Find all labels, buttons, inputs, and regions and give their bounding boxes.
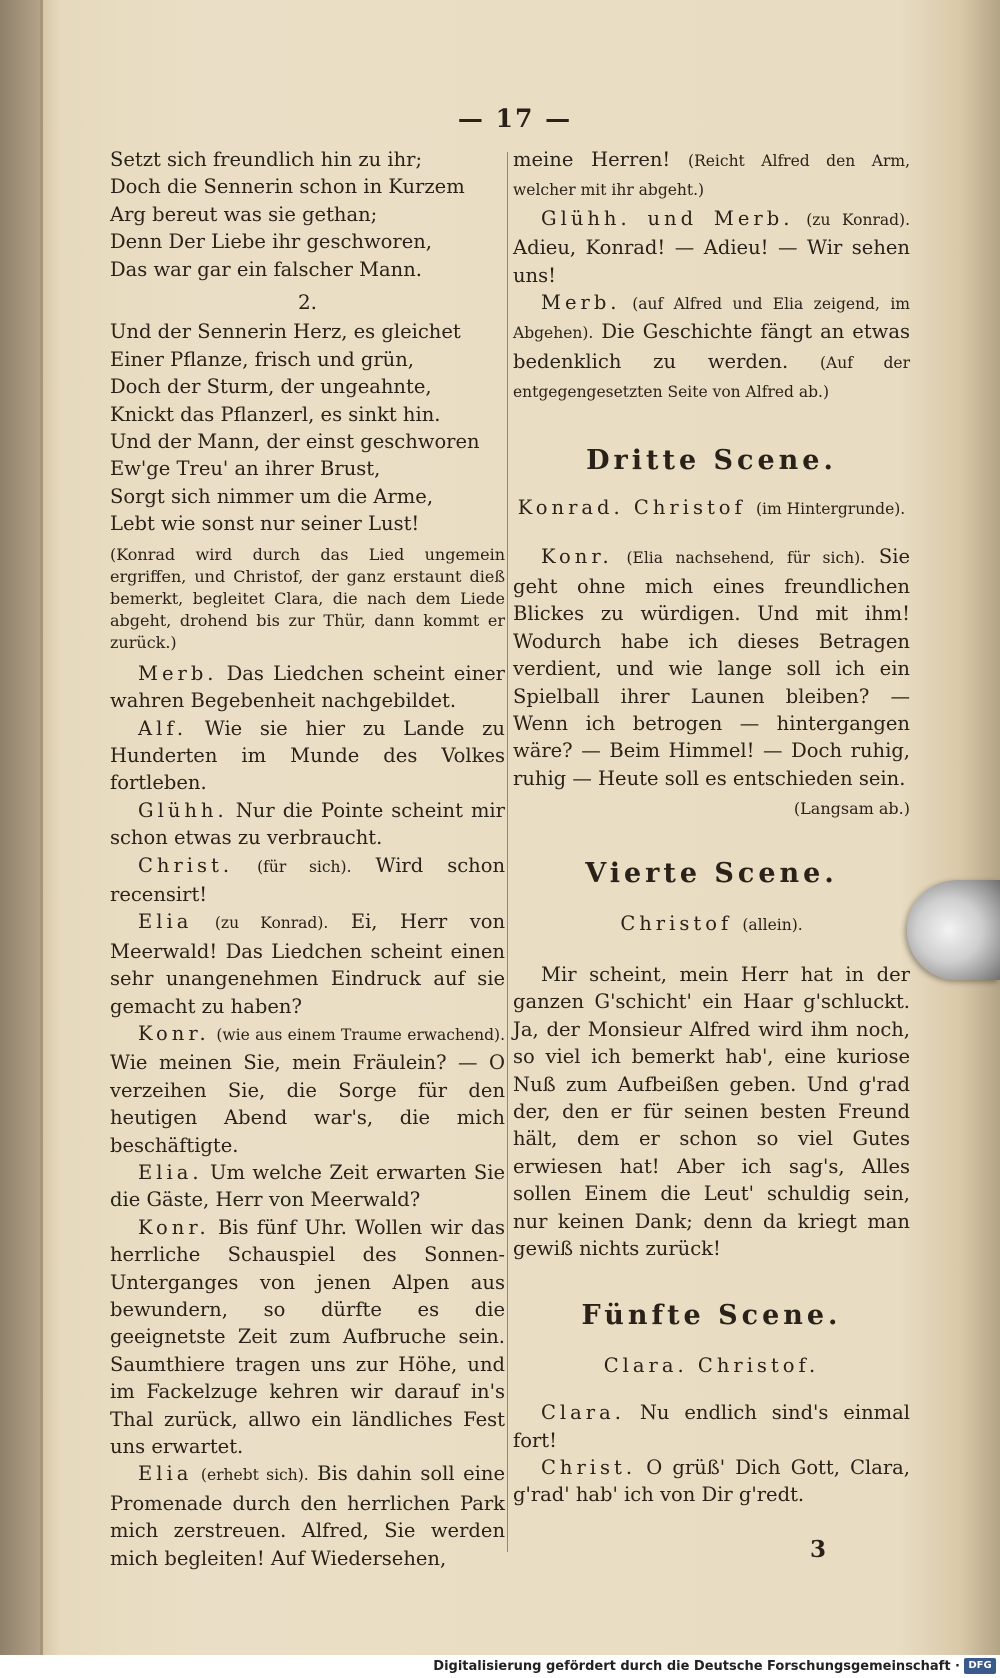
dialogue-line [110,1214,505,1461]
speaker-name: Konr. [138,1021,210,1045]
digitization-footer [0,1655,1000,1678]
song-stanza-2 [110,318,505,537]
stanza-number: 2. [297,290,318,315]
speaker-name: Merb. [138,661,218,685]
dialogue-line [513,146,910,205]
verse-line: Und der Sennerin Herz, es gleichet [110,320,461,344]
verse-line: Das war gar ein falscher Mann. [110,257,422,281]
inline-direction: (auf Alfred und Elia zeigend, im Abgehen). [513,295,910,343]
dialogue-text: Die Geschichte fängt an etwas bedenklich zu werden. [513,320,910,373]
dialogue-line [513,543,910,792]
dialogue-text: meine Herren! [513,148,671,171]
scene-cast [513,494,910,523]
dialogue-line [110,715,505,797]
inline-direction: (für sich). [257,857,352,876]
dialogue-text: Um welche Zeit erwarten Sie die Gäste, Herr von Meerwald? [110,1161,505,1212]
dialogue-text: Bis fünf Uhr. Wollen wir das herrliche Schauspiel des Sonnen-Unterganges von jenen Alpen aus bewundern, so dürfte es die geeignetste Zeit zum Aufbruche sein. Saumthiere tragen uns zur Höhe, und im Fackelzuge kehren wir darauf in's Thal zurück, allwo ein ländliches Fest uns erwartet. [110,1215,505,1459]
song-stanza-1 [110,146,505,283]
dialogue-text: Das Liedchen scheint einer wahren Begebenheit nachgebildet. [110,661,505,713]
speaker-name: Merb. [541,291,621,315]
verse-line: Sorgt sich nimmer um die Arme, [110,484,434,508]
dialogue-text: O grüß' Dich Gott, Clara, g'rad' hab' ich von Dir g'redt. [513,1456,910,1507]
dialogue-text: Adieu, Konrad! — Adieu! — Wir sehen uns! [513,236,910,287]
right-column [513,146,910,1509]
verse-line: Denn Der Liebe ihr geschworen, [110,230,433,254]
dialogue-text: Bis dahin soll eine Promenade durch den herrlichen Park mich zerstreuen. Alfred, Sie werden mich begleiten! Auf Wiedersehen, [110,1462,506,1570]
speaker-name: Elia. [138,1161,203,1184]
inline-direction: (zu Konrad). [806,210,910,229]
verse-line: Und der Mann, der einst geschworen [110,430,480,454]
cast-names: Christof [620,911,733,935]
inline-direction: (erhebt sich). [200,1466,309,1485]
speaker-name: Christ. [541,1456,637,1480]
scene-heading: Fünfte Scene. [581,1300,842,1332]
page-number: — 17 — [457,104,573,133]
dialogue-line [513,1399,910,1454]
dialogue-line [110,660,505,715]
speaker-name: Clara. [541,1401,625,1425]
dialogue-line [110,852,505,909]
verse-line: Ew'ge Treu' an ihrer Brust, [110,457,381,481]
verse-line: Knickt das Pflanzerl, es sinkt hin. [110,402,441,426]
scene-cast: Clara. Christof. [603,1353,820,1377]
inline-direction: (wie aus einem Traume erwachend). [216,1025,505,1044]
exit-direction: (Langsam ab.) [793,799,910,819]
scene-heading: Vierte Scene. [585,858,838,890]
scene-heading: Dritte Scene. [586,444,837,476]
speaker-name: Konr. [138,1215,210,1239]
dialogue-text: Nu endlich sind's einmal fort! [513,1401,910,1452]
speaker-name: Elia [138,910,193,934]
speaker-name: Konr. [541,545,613,569]
dialogue-line [110,908,505,1020]
verse-line: Arg bereut was sie gethan; [110,202,378,226]
dialogue-line [513,1454,910,1509]
dialogue-line [513,289,910,407]
speaker-name: Alf. [138,716,188,740]
cast-direction: (im Hintergrunde). [755,500,906,519]
verse-line: Doch der Sturm, der ungeahnte, [110,375,432,399]
dialogue-text: Sie geht ohne mich eines freundlichen Blickes zu würdigen. Und mit ihm! Wodurch habe ich dieses Betragen verdient, und wie lange soll ich ein Spielball ihrer Launen bleiben? — Wenn ich betrogen — hintergangen wäre? — Beim Himmel! — Doch ruhig, ruhig — Heute soll es entschieden sein. [513,545,910,790]
left-column [110,146,505,1572]
inline-direction: (Elia nachsehend, für sich). [626,549,866,568]
dialogue-text: Wie sie hier zu Lande zu Hunderten im Munde des Volkes fortleben. [110,716,505,795]
verse-line: Doch die Sennerin schon in Kurzem [110,175,465,199]
book-spine [0,0,40,1655]
speaker-name: Elia [138,1462,193,1486]
column-divider [507,152,508,1552]
verse-line: Einer Pflanze, frisch und grün, [110,347,414,371]
monologue: Mir scheint, mein Herr hat in der ganzen G'schicht' ein Haar g'schluckt. Ja, der Monsieur Alfred wird ihm noch, so viel ich bemerkt hab', eine kuriose Nuß zum Aufbeißen geben. Und g'rad der, den er für seinen besten Freund hält, dem er schon so viel Gutes erwiesen hat! Aber ich sag's, Alles sollen Einem die Leut' schuldig sein, nur keinen Dank; denn da kriegt man gewiß nichts zurück! [513,962,910,1260]
inline-direction: (Auf der entgegengesetzten Seite von Alfred ab.) [513,353,910,402]
verse-line: Lebt wie sonst nur seiner Lust! [110,512,420,536]
funding-note: Digitalisierung gefördert durch die Deutsche Forschungsgemeinschaft · [433,1659,960,1674]
cast-direction: (allein). [742,915,803,934]
inline-direction: (Reicht Alfred den Arm, welcher mit ihr abgeht.) [513,152,910,200]
stage-direction: (Konrad wird durch das Lied ungemein ergriffen, und Christof, der ganz erstaunt dieß bemerkt, begleitet Clara, die nach dem Liede abgeht, drohend bis zur Thür, dann kommt er zurück.) [110,544,505,652]
dialogue-line [110,1020,505,1159]
dialogue-text: Wie meinen Sie, mein Fräulein? — O verzeihen Sie, die Sorge für den heutigen Abend war's, die mich beschäftigte. [110,1051,505,1157]
dialogue-line [110,1460,505,1572]
dialogue-text: Nur die Pointe scheint mir schon etwas zu verbraucht. [110,798,505,850]
scene-cast [513,910,910,939]
inline-direction: (zu Konrad). [214,914,329,933]
speaker-name: Christ. [138,853,234,877]
dfg-logo-icon: DFG [964,1658,996,1674]
verse-line: Setzt sich freundlich hin zu ihr; [110,148,423,171]
dialogue-text: Ei, Herr von Meerwald! Das Liedchen scheint einen sehr unangenehmen Eindruck auf sie gemacht zu haben? [110,910,506,1018]
speaker-name: Glühh. und Merb. [541,206,794,230]
signature-mark: 3 [810,1536,827,1563]
gutter-edge [40,0,43,1655]
dialogue-line [513,205,910,289]
dialogue-line [110,797,505,852]
cast-names: Konrad. Christof [517,496,746,520]
scanner-clip [907,880,1000,980]
dialogue-text: Wird schon recensirt! [110,853,506,906]
dialogue-line [110,1159,505,1214]
speaker-name: Glühh. [138,798,228,822]
